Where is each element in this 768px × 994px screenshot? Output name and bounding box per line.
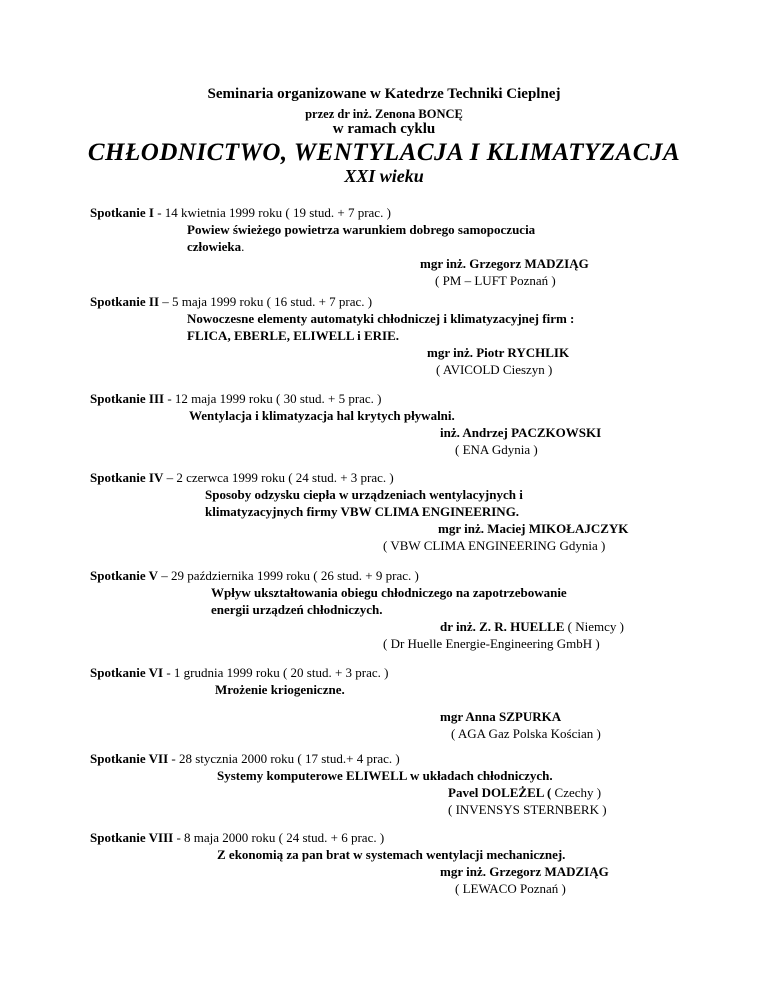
meeting-speaker: Pavel DOLEŻEL ( Czechy ) bbox=[448, 785, 602, 800]
meeting-name: Spotkanie VIII bbox=[90, 830, 174, 845]
meeting-name: Spotkanie V bbox=[90, 568, 159, 583]
meeting-details: – 29 października 1999 roku ( 26 stud. + 9 prac. ) bbox=[158, 568, 419, 583]
meeting-name: Spotkanie I bbox=[90, 205, 154, 220]
meeting-heading bbox=[90, 294, 372, 310]
meeting-name: Spotkanie VI bbox=[90, 665, 164, 680]
meeting-name: Spotkanie III bbox=[90, 391, 165, 406]
meeting-topic-continued: energii urządzeń chłodniczych. bbox=[211, 602, 383, 617]
meeting-topic-continued: klimatyzacyjnych firmy VBW CLIMA ENGINEERING. bbox=[205, 504, 520, 519]
meeting-name: Spotkanie VII bbox=[90, 751, 169, 766]
header-line-2: przez dr inż. Zenona BONCĘ bbox=[305, 107, 463, 121]
meeting-heading bbox=[90, 470, 394, 486]
header-line-3: w ramach cyklu bbox=[332, 121, 436, 137]
meeting-name: Spotkanie IV bbox=[90, 470, 164, 485]
meeting-company: ( Dr Huelle Energie-Engineering GmbH ) bbox=[383, 636, 600, 651]
meeting-topic: Z ekonomią za pan brat w systemach wentylacji mechanicznej. bbox=[217, 847, 566, 862]
meeting-speaker: mgr Anna SZPURKA bbox=[440, 709, 562, 724]
meeting-heading bbox=[90, 391, 382, 407]
meeting-heading bbox=[90, 205, 391, 221]
meeting-details: – 2 czerwca 1999 roku ( 24 stud. + 3 prac. ) bbox=[163, 470, 394, 485]
document-title: CHŁODNICTWO, WENTYLACJA I KLIMATYZACJA bbox=[87, 139, 681, 166]
meeting-speaker: mgr inż. Piotr RYCHLIK bbox=[427, 345, 570, 360]
meeting-topic: Nowoczesne elementy automatyki chłodniczej i klimatyzacyjnej firm : bbox=[187, 311, 575, 326]
meeting-speaker: mgr inż. Maciej MIKOŁAJCZYK bbox=[438, 521, 629, 536]
meeting-topic: Powiew świeżego powietrza warunkiem dobrego samopoczucia bbox=[187, 222, 536, 237]
meeting-heading bbox=[90, 568, 419, 584]
meeting-topic: Wentylacja i klimatyzacja hal krytych pływalni. bbox=[189, 408, 455, 423]
meeting-topic: Sposoby odzysku ciepła w urządzeniach wentylacyjnych i bbox=[205, 487, 523, 502]
meeting-speaker: inż. Andrzej PACZKOWSKI bbox=[440, 425, 602, 440]
meeting-company: ( AVICOLD Cieszyn ) bbox=[436, 362, 553, 377]
meeting-topic: Mrożenie kriogeniczne. bbox=[215, 682, 345, 697]
meeting-company: ( VBW CLIMA ENGINEERING Gdynia ) bbox=[383, 538, 606, 553]
meeting-topic-continued: FLICA, EBERLE, ELIWELL i ERIE. bbox=[187, 328, 400, 343]
meeting-company: ( ENA Gdynia ) bbox=[455, 442, 538, 457]
meeting-details: - 28 stycznia 2000 roku ( 17 stud.+ 4 prac. ) bbox=[168, 751, 400, 766]
meeting-speaker: mgr inż. Grzegorz MADZIĄG bbox=[420, 256, 589, 271]
meeting-heading bbox=[90, 830, 384, 846]
meeting-details: - 14 kwietnia 1999 roku ( 19 stud. + 7 prac. ) bbox=[153, 205, 391, 220]
meeting-topic: Wpływ ukształtowania obiegu chłodniczego na zapotrzebowanie bbox=[211, 585, 567, 600]
meeting-details: - 1 grudnia 1999 roku ( 20 stud. + 3 prac. ) bbox=[163, 665, 389, 680]
header-line-1: Seminaria organizowane w Katedrze Techniki Cieplnej bbox=[207, 86, 561, 102]
meeting-name: Spotkanie II bbox=[90, 294, 159, 309]
meeting-details: – 5 maja 1999 roku ( 16 stud. + 7 prac. ) bbox=[159, 294, 373, 309]
meeting-8 bbox=[0, 830, 768, 950]
meeting-topic-continued: człowieka. bbox=[187, 239, 245, 254]
meeting-details: - 8 maja 2000 roku ( 24 stud. + 6 prac. ) bbox=[173, 830, 385, 845]
meeting-speaker: dr inż. Z. R. HUELLE ( Niemcy ) bbox=[440, 619, 624, 634]
meeting-heading bbox=[90, 665, 389, 681]
meeting-topic: Systemy komputerowe ELIWELL w układach chłodniczych. bbox=[217, 768, 553, 783]
meeting-company: ( INVENSYS STERNBERK ) bbox=[448, 802, 607, 817]
document-subtitle: XXI wieku bbox=[344, 166, 424, 186]
meeting-company: ( PM – LUFT Poznań ) bbox=[435, 273, 556, 288]
meeting-heading bbox=[90, 751, 400, 767]
meeting-company: ( AGA Gaz Polska Kościan ) bbox=[451, 726, 601, 741]
meeting-details: - 12 maja 1999 roku ( 30 stud. + 5 prac. ) bbox=[164, 391, 382, 406]
meeting-company: ( LEWACO Poznań ) bbox=[455, 881, 566, 896]
meeting-speaker: mgr inż. Grzegorz MADZIĄG bbox=[440, 864, 609, 879]
